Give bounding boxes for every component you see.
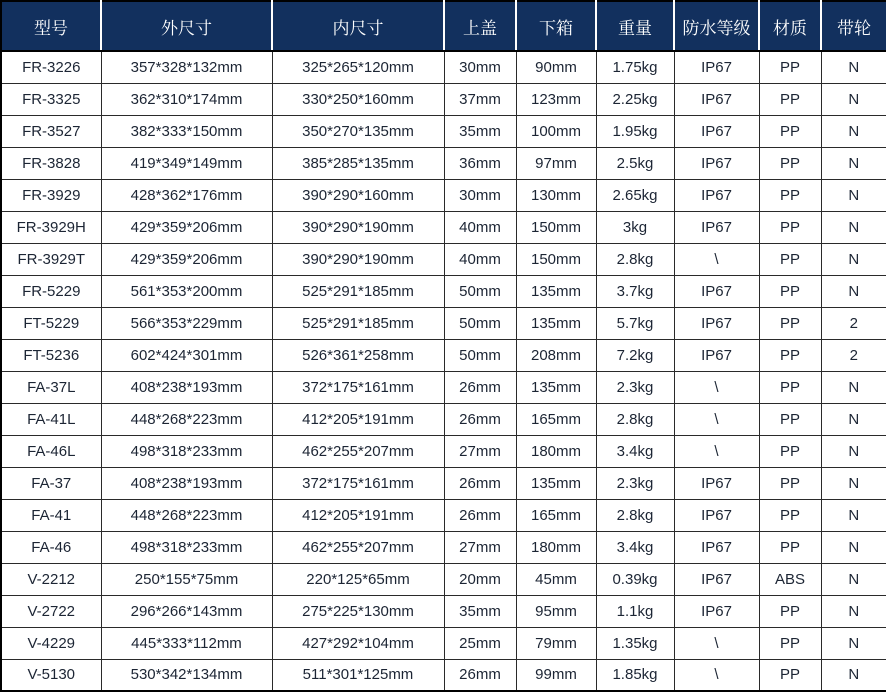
cell-outer-size: 530*342*134mm (101, 659, 272, 691)
cell-waterproof-rating: \ (674, 659, 759, 691)
cell-model: FA-41 (1, 499, 101, 531)
cell-material: PP (759, 243, 821, 275)
cell-outer-size: 561*353*200mm (101, 275, 272, 307)
cell-material: PP (759, 307, 821, 339)
cell-weight: 2.8kg (596, 403, 674, 435)
cell-model: FR-3527 (1, 115, 101, 147)
cell-bottom-height: 180mm (516, 531, 596, 563)
table-row (1, 211, 886, 243)
cell-waterproof-rating: IP67 (674, 563, 759, 595)
cell-material: PP (759, 467, 821, 499)
cell-lid-height: 36mm (444, 147, 516, 179)
cell-material: PP (759, 403, 821, 435)
column-header-wheels: 带轮 (821, 1, 886, 51)
cell-inner-size: 330*250*160mm (272, 83, 444, 115)
table-row (1, 51, 886, 83)
cell-model: FR-3929 (1, 179, 101, 211)
cell-model: FA-46 (1, 531, 101, 563)
cell-inner-size: 412*205*191mm (272, 499, 444, 531)
table-row (1, 147, 886, 179)
column-header-weight: 重量 (596, 1, 674, 51)
cell-model: V-4229 (1, 627, 101, 659)
cell-lid-height: 50mm (444, 307, 516, 339)
cell-inner-size: 390*290*190mm (272, 243, 444, 275)
table-row (1, 83, 886, 115)
cell-lid-height: 37mm (444, 83, 516, 115)
cell-inner-size: 350*270*135mm (272, 115, 444, 147)
cell-material: PP (759, 179, 821, 211)
table-row (1, 467, 886, 499)
cell-outer-size: 498*318*233mm (101, 531, 272, 563)
cell-material: PP (759, 275, 821, 307)
cell-bottom-height: 150mm (516, 211, 596, 243)
cell-waterproof-rating: IP67 (674, 211, 759, 243)
cell-waterproof-rating: IP67 (674, 179, 759, 211)
table-row (1, 115, 886, 147)
cell-material: PP (759, 51, 821, 83)
cell-material: PP (759, 115, 821, 147)
column-header-bottom-height: 下箱 (516, 1, 596, 51)
cell-model: FR-5229 (1, 275, 101, 307)
cell-outer-size: 602*424*301mm (101, 339, 272, 371)
cell-inner-size: 511*301*125mm (272, 659, 444, 691)
cell-model: FR-3929H (1, 211, 101, 243)
cell-weight: 1.1kg (596, 595, 674, 627)
cell-outer-size: 498*318*233mm (101, 435, 272, 467)
cell-wheels: N (821, 467, 886, 499)
cell-outer-size: 429*359*206mm (101, 243, 272, 275)
cell-waterproof-rating: \ (674, 435, 759, 467)
cell-model: V-2212 (1, 563, 101, 595)
cell-material: PP (759, 435, 821, 467)
cell-weight: 3kg (596, 211, 674, 243)
cell-waterproof-rating: \ (674, 371, 759, 403)
cell-weight: 2.65kg (596, 179, 674, 211)
cell-model: FA-41L (1, 403, 101, 435)
column-header-model: 型号 (1, 1, 101, 51)
cell-outer-size: 408*238*193mm (101, 467, 272, 499)
cell-inner-size: 526*361*258mm (272, 339, 444, 371)
cell-material: PP (759, 627, 821, 659)
cell-bottom-height: 165mm (516, 499, 596, 531)
cell-weight: 2.8kg (596, 243, 674, 275)
cell-outer-size: 362*310*174mm (101, 83, 272, 115)
cell-wheels: N (821, 595, 886, 627)
cell-wheels: N (821, 499, 886, 531)
cell-lid-height: 50mm (444, 339, 516, 371)
cell-waterproof-rating: IP67 (674, 531, 759, 563)
cell-weight: 5.7kg (596, 307, 674, 339)
cell-waterproof-rating: IP67 (674, 339, 759, 371)
cell-material: PP (759, 659, 821, 691)
cell-wheels: N (821, 627, 886, 659)
table-row (1, 627, 886, 659)
cell-bottom-height: 90mm (516, 51, 596, 83)
cell-model: FT-5236 (1, 339, 101, 371)
cell-waterproof-rating: IP67 (674, 275, 759, 307)
cell-weight: 1.35kg (596, 627, 674, 659)
cell-outer-size: 448*268*223mm (101, 499, 272, 531)
cell-wheels: N (821, 275, 886, 307)
table-row (1, 403, 886, 435)
cell-weight: 1.95kg (596, 115, 674, 147)
table-row (1, 179, 886, 211)
cell-model: V-5130 (1, 659, 101, 691)
cell-lid-height: 26mm (444, 371, 516, 403)
column-header-waterproof-rating: 防水等级 (674, 1, 759, 51)
cell-waterproof-rating: IP67 (674, 307, 759, 339)
cell-wheels: 2 (821, 339, 886, 371)
cell-outer-size: 419*349*149mm (101, 147, 272, 179)
cell-wheels: N (821, 179, 886, 211)
cell-inner-size: 525*291*185mm (272, 307, 444, 339)
cell-bottom-height: 135mm (516, 467, 596, 499)
cell-bottom-height: 123mm (516, 83, 596, 115)
cell-lid-height: 35mm (444, 595, 516, 627)
cell-bottom-height: 95mm (516, 595, 596, 627)
cell-bottom-height: 79mm (516, 627, 596, 659)
cell-lid-height: 40mm (444, 211, 516, 243)
cell-wheels: N (821, 435, 886, 467)
cell-lid-height: 50mm (444, 275, 516, 307)
cell-wheels: N (821, 147, 886, 179)
table-row (1, 371, 886, 403)
cell-lid-height: 30mm (444, 51, 516, 83)
cell-bottom-height: 135mm (516, 275, 596, 307)
cell-material: PP (759, 499, 821, 531)
cell-waterproof-rating: IP67 (674, 51, 759, 83)
cell-waterproof-rating: IP67 (674, 595, 759, 627)
cell-material: PP (759, 531, 821, 563)
cell-material: ABS (759, 563, 821, 595)
cell-waterproof-rating: IP67 (674, 467, 759, 499)
cell-wheels: N (821, 531, 886, 563)
cell-bottom-height: 97mm (516, 147, 596, 179)
cell-inner-size: 325*265*120mm (272, 51, 444, 83)
cell-inner-size: 372*175*161mm (272, 371, 444, 403)
table-row (1, 531, 886, 563)
cell-wheels: N (821, 243, 886, 275)
table-row (1, 243, 886, 275)
cell-weight: 3.4kg (596, 531, 674, 563)
cell-model: FA-46L (1, 435, 101, 467)
cell-waterproof-rating: \ (674, 627, 759, 659)
cell-outer-size: 566*353*229mm (101, 307, 272, 339)
cell-weight: 2.25kg (596, 83, 674, 115)
column-header-lid-height: 上盖 (444, 1, 516, 51)
cell-outer-size: 408*238*193mm (101, 371, 272, 403)
cell-waterproof-rating: IP67 (674, 499, 759, 531)
table-header (1, 1, 886, 51)
cell-waterproof-rating: IP67 (674, 115, 759, 147)
cell-weight: 2.5kg (596, 147, 674, 179)
cell-outer-size: 445*333*112mm (101, 627, 272, 659)
cell-material: PP (759, 595, 821, 627)
cell-material: PP (759, 371, 821, 403)
cell-model: FA-37 (1, 467, 101, 499)
header-row (1, 1, 886, 51)
cell-inner-size: 390*290*190mm (272, 211, 444, 243)
cell-model: FA-37L (1, 371, 101, 403)
cell-inner-size: 525*291*185mm (272, 275, 444, 307)
cell-model: V-2722 (1, 595, 101, 627)
cell-material: PP (759, 147, 821, 179)
cell-bottom-height: 45mm (516, 563, 596, 595)
cell-lid-height: 30mm (444, 179, 516, 211)
cell-wheels: N (821, 51, 886, 83)
cell-weight: 1.85kg (596, 659, 674, 691)
cell-wheels: N (821, 403, 886, 435)
cell-material: PP (759, 339, 821, 371)
cell-lid-height: 26mm (444, 403, 516, 435)
table-row (1, 339, 886, 371)
column-header-material: 材质 (759, 1, 821, 51)
cell-outer-size: 357*328*132mm (101, 51, 272, 83)
cell-inner-size: 462*255*207mm (272, 531, 444, 563)
cell-waterproof-rating: IP67 (674, 83, 759, 115)
cell-inner-size: 462*255*207mm (272, 435, 444, 467)
cell-material: PP (759, 211, 821, 243)
cell-waterproof-rating: \ (674, 243, 759, 275)
cell-material: PP (759, 83, 821, 115)
cell-outer-size: 429*359*206mm (101, 211, 272, 243)
cell-weight: 2.3kg (596, 371, 674, 403)
cell-lid-height: 20mm (444, 563, 516, 595)
cell-bottom-height: 180mm (516, 435, 596, 467)
cell-weight: 0.39kg (596, 563, 674, 595)
cell-weight: 7.2kg (596, 339, 674, 371)
cell-waterproof-rating: \ (674, 403, 759, 435)
cell-lid-height: 25mm (444, 627, 516, 659)
cell-bottom-height: 150mm (516, 243, 596, 275)
cell-bottom-height: 135mm (516, 371, 596, 403)
cell-inner-size: 372*175*161mm (272, 467, 444, 499)
cell-outer-size: 448*268*223mm (101, 403, 272, 435)
table-row (1, 563, 886, 595)
cell-lid-height: 35mm (444, 115, 516, 147)
table-row (1, 435, 886, 467)
cell-lid-height: 27mm (444, 531, 516, 563)
cell-lid-height: 40mm (444, 243, 516, 275)
cell-inner-size: 220*125*65mm (272, 563, 444, 595)
cell-weight: 3.4kg (596, 435, 674, 467)
cell-weight: 2.8kg (596, 499, 674, 531)
cell-model: FR-3929T (1, 243, 101, 275)
cell-inner-size: 385*285*135mm (272, 147, 444, 179)
cell-bottom-height: 100mm (516, 115, 596, 147)
cell-bottom-height: 130mm (516, 179, 596, 211)
table-body (1, 51, 886, 691)
table-row (1, 659, 886, 691)
cell-model: FR-3828 (1, 147, 101, 179)
cell-model: FT-5229 (1, 307, 101, 339)
cell-inner-size: 275*225*130mm (272, 595, 444, 627)
table-row (1, 499, 886, 531)
cell-bottom-height: 208mm (516, 339, 596, 371)
cell-waterproof-rating: IP67 (674, 147, 759, 179)
cell-inner-size: 390*290*160mm (272, 179, 444, 211)
cell-wheels: 2 (821, 307, 886, 339)
cell-weight: 1.75kg (596, 51, 674, 83)
cell-inner-size: 412*205*191mm (272, 403, 444, 435)
cell-lid-height: 26mm (444, 659, 516, 691)
cell-wheels: N (821, 563, 886, 595)
cell-lid-height: 26mm (444, 467, 516, 499)
column-header-inner-size: 内尺寸 (272, 1, 444, 51)
cell-outer-size: 428*362*176mm (101, 179, 272, 211)
cell-wheels: N (821, 659, 886, 691)
table-row (1, 275, 886, 307)
cell-wheels: N (821, 371, 886, 403)
cell-outer-size: 250*155*75mm (101, 563, 272, 595)
cell-weight: 2.3kg (596, 467, 674, 499)
cell-model: FR-3226 (1, 51, 101, 83)
cell-wheels: N (821, 115, 886, 147)
cell-outer-size: 296*266*143mm (101, 595, 272, 627)
cell-outer-size: 382*333*150mm (101, 115, 272, 147)
cell-weight: 3.7kg (596, 275, 674, 307)
table-row (1, 595, 886, 627)
cell-model: FR-3325 (1, 83, 101, 115)
cell-wheels: N (821, 211, 886, 243)
cell-lid-height: 27mm (444, 435, 516, 467)
cell-wheels: N (821, 83, 886, 115)
cell-inner-size: 427*292*104mm (272, 627, 444, 659)
cell-lid-height: 26mm (444, 499, 516, 531)
cell-bottom-height: 165mm (516, 403, 596, 435)
column-header-outer-size: 外尺寸 (101, 1, 272, 51)
cell-bottom-height: 99mm (516, 659, 596, 691)
table-row (1, 307, 886, 339)
cell-bottom-height: 135mm (516, 307, 596, 339)
